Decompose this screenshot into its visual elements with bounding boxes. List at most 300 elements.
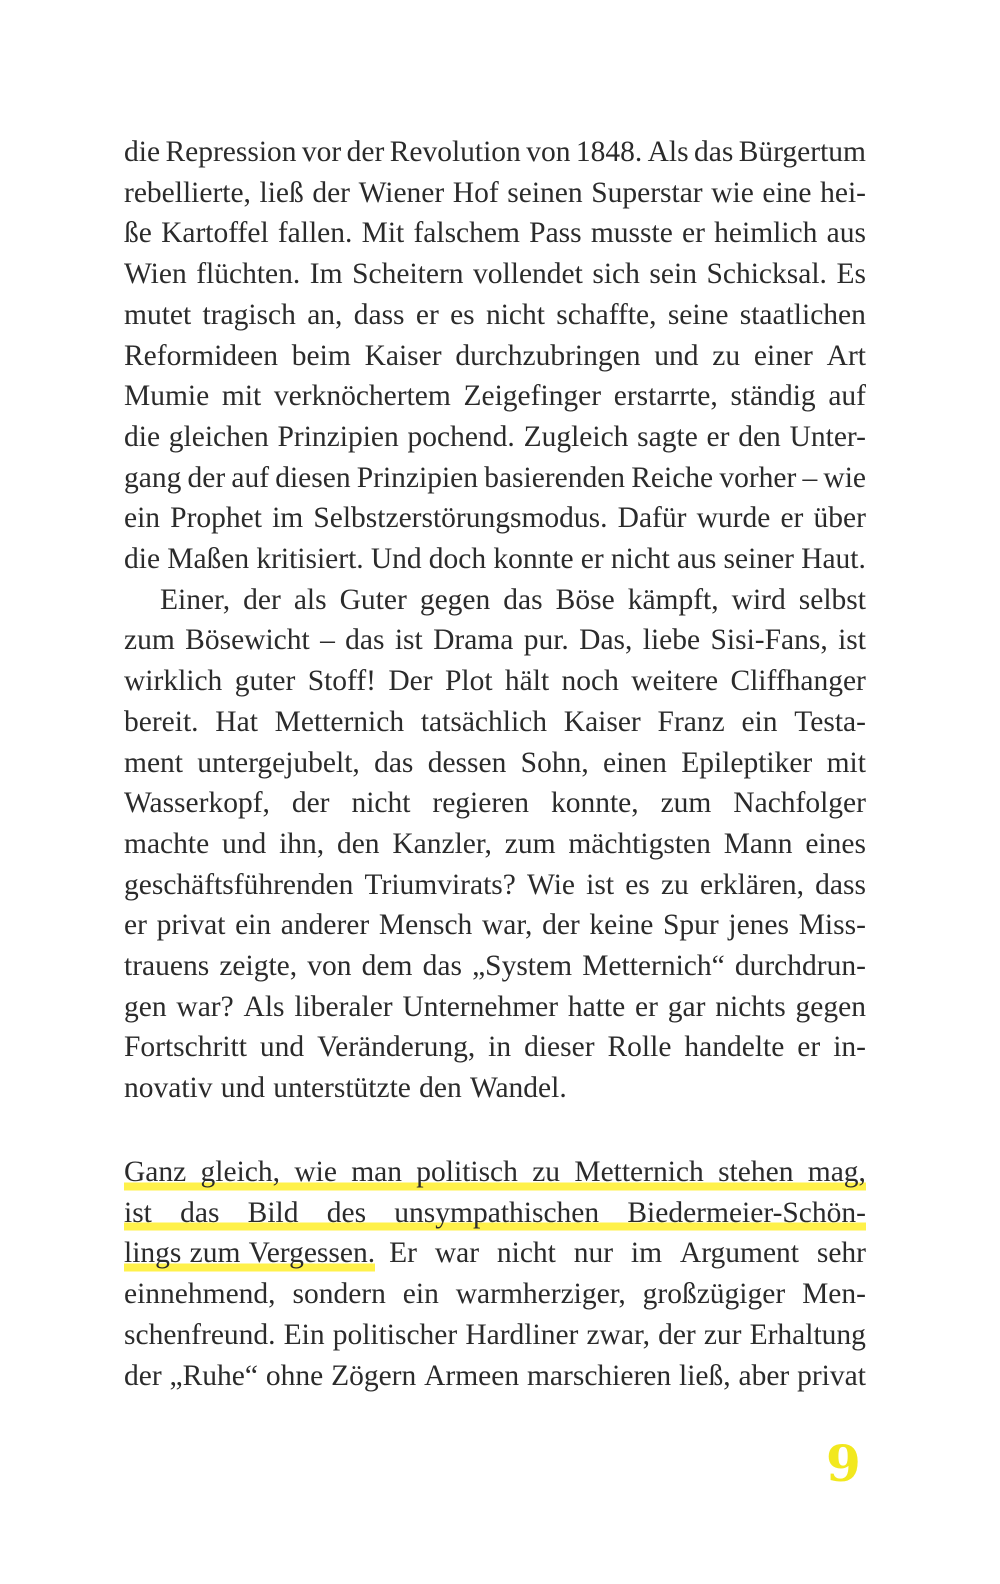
word: Franz [657,705,725,738]
word: liebe [642,624,701,657]
word: wird [731,583,786,616]
word: der [312,176,351,209]
word: war, [481,909,533,942]
highlighted-text [124,1193,866,1234]
highlight-line-3 [124,1233,866,1274]
word: der [187,461,226,494]
word: Stoff! [307,665,376,698]
word: hatte [567,990,626,1023]
word: zum [124,624,175,657]
word: es [625,868,650,901]
word: sagte [637,420,698,453]
text-line [124,254,866,295]
word: Kartoffel [161,217,269,250]
word: erklären, [699,868,804,901]
text-line [124,213,866,254]
word: Unternehmer [402,990,559,1023]
word: basierenden [484,461,626,494]
word: Schicksal. [706,258,827,291]
word: seine [667,298,729,331]
word: wirklich [124,665,223,698]
word: marschieren [526,1359,672,1392]
word: ohne [265,1359,324,1392]
word: bereit. [124,705,199,738]
word: es [450,298,475,331]
word: zwar, [586,1318,650,1351]
word: er [635,990,658,1023]
word: einnehmend, [124,1278,276,1311]
word: Erhaltung [749,1318,866,1351]
word: Bösewicht [185,624,310,657]
word: Fortschritt [124,1031,247,1064]
word: hält [504,665,550,698]
word: nicht [485,298,545,331]
word: gleichen [168,420,269,453]
word: pochend. [407,420,515,453]
word: schenfreund. [124,1318,276,1351]
word: nur [573,1237,614,1270]
word: Metternich [574,1156,704,1188]
word: novativ [124,1072,213,1105]
word: Selbstzerstörungsmodus. [313,502,608,535]
word: musste [590,217,673,250]
word: Drama [433,624,514,657]
word: untergejubelt, [197,746,360,779]
word: Triumvirats? [364,868,516,901]
word: des [326,1196,367,1229]
text-line [124,620,866,661]
word: ist [586,868,615,901]
text-line [124,865,866,906]
word: trauens [124,950,210,983]
text-line [124,702,866,743]
word: vorher [719,461,797,494]
word: in- [833,1031,866,1064]
word: ße [124,217,152,250]
word: Nachfolger [733,787,866,820]
word: Hat [215,705,258,738]
word: das [422,950,462,983]
word: Kanzler, [392,827,492,860]
word: eines [805,827,866,860]
word: pur. [523,624,569,657]
text-line [124,946,866,987]
word: Hardliner [465,1318,579,1351]
word: kämpft, [627,583,719,616]
word: flüchten. [196,258,301,291]
word: Bild [247,1196,299,1229]
word: Maßen [167,543,250,576]
word: Wiener [358,176,445,209]
word: mag, [807,1156,866,1188]
highlighted-text [124,1152,866,1193]
word: anderer [280,909,370,942]
word: zum [504,827,556,860]
word: wie [294,1156,337,1188]
word: stehen [718,1156,794,1188]
word: sein [649,258,697,291]
word: das [374,746,414,779]
word: aus [826,217,866,250]
text-line [124,1356,866,1397]
word: die [124,136,161,168]
word: Scheitern [352,258,464,291]
word: sondern [292,1278,386,1311]
word: zum [189,1237,241,1270]
word: Als [647,136,689,168]
word: Dafür [617,502,687,535]
word: noch [561,665,619,698]
word: dieser [524,1031,595,1064]
word: einer [753,339,813,372]
word: guter [234,665,296,698]
word: „System [472,950,573,983]
word: Prinzipien [277,420,399,453]
word: ein [124,502,161,535]
word: unsympathischen [394,1196,600,1229]
word: er [780,502,804,535]
word: politisch [416,1156,518,1188]
word: den [336,827,380,860]
word: war [434,1237,480,1270]
text-line [124,498,866,539]
highlighted-passage-block [124,1152,866,1396]
word: – [320,624,335,657]
word: Unter- [789,420,866,453]
word: Guter [339,583,407,616]
word: Zeigefinger [463,380,602,413]
word: fallen. [277,217,353,250]
word: politischer [332,1318,458,1351]
word: Veränderung, [317,1031,476,1064]
text-line [124,132,866,173]
word: – [802,461,818,494]
word: auf [828,380,866,413]
word: Einer, [160,583,231,616]
text-line [124,1274,866,1315]
word: mit [221,380,262,413]
word: verknöchertem [273,380,451,413]
word: Metternich“ [582,950,725,983]
word: Kaiser [563,705,641,738]
word: von [526,136,571,168]
word: mächtigsten [568,827,711,860]
word: ist [124,1196,152,1229]
word: ein [741,705,778,738]
word: der [658,1318,696,1351]
word: Sisi-Fans, [710,624,828,657]
word: der [243,583,281,616]
word: das [503,583,543,616]
word: gegen [419,583,491,616]
word: den [419,1072,462,1105]
text-line [124,539,866,580]
word: staatlichen [739,298,866,331]
word: sehr [816,1237,866,1270]
word: dessen [427,746,507,779]
word: Vergessen. [248,1237,376,1270]
text-line [124,905,866,946]
word: Cliffhanger [730,665,866,698]
word: eine [762,176,812,209]
word: unterstützte [273,1072,411,1105]
word: das [180,1196,220,1229]
word: Pass [529,217,582,250]
word: Ein [283,1318,325,1351]
word: konnte, [550,787,639,820]
word: auf [231,461,270,494]
word: nicht [351,787,411,820]
word: Zögern [331,1359,417,1392]
word: dass [353,298,405,331]
word: ist [838,624,866,657]
word: ihn, [279,827,325,860]
word: Mumie [124,380,210,413]
word: tragisch [202,298,296,331]
word: einen [603,746,667,779]
word: dass [815,868,866,901]
word: in [488,1031,512,1064]
word: Prinzipien [356,461,479,494]
word: und [220,1072,265,1105]
word: und [654,339,699,372]
word: sich [592,258,640,291]
word: privat [797,1359,866,1392]
word: schaffte, [556,298,657,331]
text-line [124,336,866,377]
word: aber [738,1359,790,1392]
word: Epileptiker [681,746,813,779]
word: Das, [579,624,633,657]
word: ein [235,909,272,942]
word: vollendet [473,258,583,291]
word: Wandel. [469,1072,567,1105]
word: ist [394,624,423,657]
word: Der [388,665,433,698]
word: von [307,950,352,983]
word: im [272,502,304,535]
word: Superstar [591,176,703,209]
word: Hof [452,176,499,209]
text-line [124,783,866,824]
word: zu [712,339,741,372]
word: er [580,543,604,576]
word: und [259,1031,305,1064]
word: geschäftsführenden [124,868,354,901]
word: Sohn, [520,746,589,779]
word: Ganz [124,1156,187,1188]
word: rebellierte, [124,176,251,209]
word: Armeen [424,1359,520,1392]
word: das [693,136,734,168]
word: „Ruhe“ [169,1359,258,1392]
highlight-line-1 [124,1152,866,1193]
word: die [124,420,161,453]
word: er [797,1031,821,1064]
word: machte [124,827,210,860]
text-line [124,458,866,499]
text-line [124,173,866,214]
word: Kaiser [364,339,442,372]
word: Rolle [607,1031,672,1064]
word: Bürgertum [738,136,866,168]
word: Men- [802,1278,866,1311]
word: den [738,420,781,453]
word: Miss- [798,909,866,942]
word: Er [389,1237,417,1270]
word: wie [711,176,754,209]
word: konnte [493,543,574,576]
word: selbst [798,583,866,616]
word: Biedermeier-Schön- [627,1196,866,1229]
word: hei- [820,176,866,209]
word: er [124,909,147,942]
word: Wasserkopf, [124,787,270,820]
word: als [293,583,327,616]
plain-text [375,1233,866,1274]
word: Zugleich [523,420,629,453]
word: handelte [684,1031,785,1064]
word: Mit [361,217,405,250]
word: 1848. [575,136,643,168]
word: dem [361,950,413,983]
word: Im [309,258,343,291]
text-line [124,987,866,1028]
word: Haut. [801,543,866,576]
word: zu [532,1156,561,1188]
word: aus [677,543,717,576]
text-line [124,743,866,784]
word: beim [291,339,351,372]
text-line [124,580,866,621]
word: Reiche [631,461,714,494]
word: der [542,909,580,942]
word: Art [826,339,866,372]
word: nicht [496,1237,556,1270]
word: Und [370,543,422,576]
word: durchzubringen [455,339,641,372]
word: Mann [723,827,793,860]
word: ließ, [679,1359,731,1392]
word: er [415,298,439,331]
page-number: 9 [826,1434,861,1493]
word: falschem [413,217,520,250]
word: Als [243,990,285,1023]
word: Repression [165,136,297,168]
word: Es [836,258,866,291]
word: zur [703,1318,742,1351]
word: ließ [259,176,304,209]
word: zu [660,868,689,901]
word: ständig [730,380,816,413]
word: er [706,420,730,453]
word: über [813,502,866,535]
word: gegen [795,990,866,1023]
text-line [124,1068,866,1109]
word: an, [307,298,343,331]
word: gar [667,990,706,1023]
word: privat [156,909,226,942]
text-line [124,1027,866,1068]
word: wurde [696,502,771,535]
word: ment [124,746,183,779]
word: Testa- [794,705,866,738]
word: Revolution [389,136,521,168]
highlight-line-2 [124,1193,866,1234]
word: die [124,543,161,576]
word: erstarrte, [613,380,718,413]
word: nichts [715,990,786,1023]
word: seinen [507,176,583,209]
word: liberaler [294,990,393,1023]
word: Wie [527,868,575,901]
word: zum [660,787,712,820]
text-line [124,376,866,417]
body-text-block [124,132,866,1109]
word: Plot [444,665,493,698]
word: lings [124,1237,182,1270]
text-line [124,295,866,336]
word: der [346,136,385,168]
word: gang [124,461,182,494]
word: nicht [610,543,670,576]
word: warmherziger, [455,1278,626,1311]
word: mutet [124,298,192,331]
word: wie [823,461,866,494]
word: zeigte, [219,950,298,983]
word: heimlich [714,217,818,250]
word: gleich, [200,1156,281,1188]
word: man [351,1156,402,1188]
word: Prophet [170,502,262,535]
word: großzügiger [642,1278,786,1311]
word: doch [428,543,487,576]
highlighted-text [124,1233,375,1274]
text-line [124,417,866,458]
word: Mensch [378,909,473,942]
word: ein [402,1278,439,1311]
word: vor [301,136,342,168]
word: im [630,1237,663,1270]
word: der [291,787,330,820]
word: weitere [631,665,719,698]
word: seiner [723,543,794,576]
word: Wien [124,258,187,291]
text-line [124,1315,866,1356]
word: Reformideen [124,339,278,372]
word: der [124,1359,162,1392]
word: Spur [662,909,719,942]
word: jenes [728,909,790,942]
word: mit [826,746,866,779]
text-line [124,661,866,702]
word: gen [124,990,167,1023]
word: kritisiert. [256,543,364,576]
word: regieren [432,787,530,820]
word: durchdrun- [734,950,866,983]
word: Böse [555,583,615,616]
body-text-continuation [124,1274,866,1396]
word: diesen [275,461,351,494]
word: das [345,624,385,657]
word: keine [589,909,654,942]
word: Argument [679,1237,799,1270]
word: und [222,827,267,860]
word: er [682,217,705,250]
word: war? [176,990,234,1023]
word: Metternich [274,705,405,738]
word: tatsächlich [420,705,547,738]
